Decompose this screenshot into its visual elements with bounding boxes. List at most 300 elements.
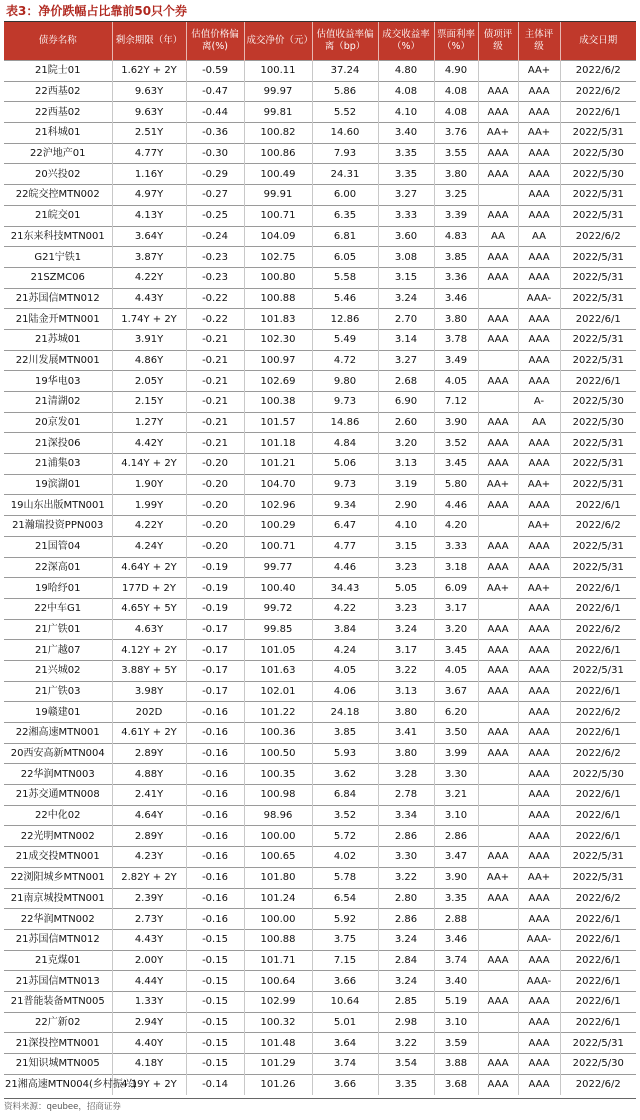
- table-row: [4, 350, 636, 371]
- cell-price-deviation: -0.17: [186, 640, 244, 661]
- cell-remaining-term: 4.44Y: [112, 971, 186, 992]
- cell-clean-price: 98.96: [244, 805, 312, 826]
- cell-remaining-term: 2.51Y: [112, 123, 186, 144]
- cell-issuer-rating: AAA: [518, 81, 560, 102]
- header-price-deviation: 估值价格偏离(%): [186, 22, 244, 61]
- cell-clean-price: 100.71: [244, 205, 312, 226]
- cell-bond-name: 20西安高新MTN004: [4, 743, 112, 764]
- cell-yield-deviation: 24.31: [312, 164, 378, 185]
- cell-coupon-rate: 3.45: [434, 640, 478, 661]
- cell-trade-yield: 3.33: [378, 205, 434, 226]
- cell-remaining-term: 2.94Y: [112, 1012, 186, 1033]
- table-row: [4, 743, 636, 764]
- table-title: 表3：净价跌幅占比靠前50只个券: [6, 4, 188, 18]
- cell-price-deviation: -0.21: [186, 392, 244, 413]
- cell-price-deviation: -0.27: [186, 185, 244, 206]
- cell-yield-deviation: 34.43: [312, 578, 378, 599]
- cell-remaining-term: 2.82Y + 2Y: [112, 867, 186, 888]
- cell-clean-price: 100.88: [244, 929, 312, 950]
- cell-coupon-rate: 3.17: [434, 598, 478, 619]
- cell-bond-rating: [478, 805, 518, 826]
- cell-trade-yield: 3.22: [378, 1033, 434, 1054]
- cell-clean-price: 100.98: [244, 785, 312, 806]
- cell-bond-rating: AAA: [478, 723, 518, 744]
- cell-remaining-term: 3.98Y: [112, 681, 186, 702]
- cell-remaining-term: 4.22Y: [112, 267, 186, 288]
- cell-coupon-rate: 5.80: [434, 474, 478, 495]
- cell-clean-price: 101.18: [244, 433, 312, 454]
- cell-issuer-rating: AAA: [518, 619, 560, 640]
- cell-bond-rating: AAA: [478, 81, 518, 102]
- cell-coupon-rate: 7.12: [434, 392, 478, 413]
- cell-trade-date: 2022/6/1: [560, 785, 636, 806]
- header-clean-price: 成交净价（元）: [244, 22, 312, 61]
- table-row: [4, 598, 636, 619]
- cell-trade-yield: 3.13: [378, 681, 434, 702]
- cell-trade-yield: 5.05: [378, 578, 434, 599]
- header-trade-yield: 成交收益率（%）: [378, 22, 434, 61]
- cell-coupon-rate: 4.83: [434, 226, 478, 247]
- cell-trade-date: 2022/6/1: [560, 723, 636, 744]
- cell-clean-price: 101.26: [244, 1074, 312, 1095]
- cell-coupon-rate: 3.30: [434, 764, 478, 785]
- cell-bond-rating: AAA: [478, 660, 518, 681]
- cell-issuer-rating: AAA: [518, 888, 560, 909]
- cell-trade-date: 2022/6/1: [560, 681, 636, 702]
- cell-trade-date: 2022/6/1: [560, 950, 636, 971]
- cell-yield-deviation: 6.35: [312, 205, 378, 226]
- table-row: [4, 329, 636, 350]
- header-trade-date: 成交日期: [560, 22, 636, 61]
- cell-yield-deviation: 4.84: [312, 433, 378, 454]
- cell-bond-name: G21宁铁1: [4, 247, 112, 268]
- cell-coupon-rate: 3.49: [434, 350, 478, 371]
- cell-trade-yield: 2.70: [378, 309, 434, 330]
- table-row: [4, 536, 636, 557]
- cell-price-deviation: -0.23: [186, 247, 244, 268]
- cell-remaining-term: 2.89Y: [112, 743, 186, 764]
- cell-price-deviation: -0.36: [186, 123, 244, 144]
- cell-trade-yield: 2.60: [378, 412, 434, 433]
- table-row: [4, 205, 636, 226]
- cell-bond-name: 22皖交控MTN002: [4, 185, 112, 206]
- cell-remaining-term: 4.42Y: [112, 433, 186, 454]
- cell-trade-date: 2022/6/1: [560, 598, 636, 619]
- cell-bond-rating: [478, 1033, 518, 1054]
- cell-bond-name: 21皖交01: [4, 205, 112, 226]
- cell-yield-deviation: 4.77: [312, 536, 378, 557]
- table-row: [4, 888, 636, 909]
- cell-clean-price: 99.85: [244, 619, 312, 640]
- cell-coupon-rate: 3.10: [434, 805, 478, 826]
- cell-clean-price: 100.00: [244, 909, 312, 930]
- cell-bond-name: 21陆金开MTN001: [4, 309, 112, 330]
- cell-yield-deviation: 3.64: [312, 1033, 378, 1054]
- cell-trade-date: 2022/6/2: [560, 619, 636, 640]
- table-row: [4, 702, 636, 723]
- cell-coupon-rate: 3.68: [434, 1074, 478, 1095]
- cell-trade-date: 2022/5/30: [560, 164, 636, 185]
- cell-issuer-rating: AAA: [518, 454, 560, 475]
- cell-clean-price: 100.64: [244, 971, 312, 992]
- cell-bond-rating: AAA: [478, 557, 518, 578]
- cell-bond-rating: AAA: [478, 329, 518, 350]
- cell-clean-price: 101.71: [244, 950, 312, 971]
- cell-issuer-rating: AAA: [518, 764, 560, 785]
- cell-yield-deviation: 5.01: [312, 1012, 378, 1033]
- cell-issuer-rating: A-: [518, 392, 560, 413]
- cell-trade-date: 2022/5/31: [560, 329, 636, 350]
- cell-bond-name: 20兴投02: [4, 164, 112, 185]
- cell-bond-name: 21成交投MTN001: [4, 847, 112, 868]
- cell-bond-name: 21深投06: [4, 433, 112, 454]
- source-note: 资料来源：qeubee，招商证券: [4, 1102, 121, 1112]
- cell-issuer-rating: AAA: [518, 164, 560, 185]
- cell-yield-deviation: 4.24: [312, 640, 378, 661]
- table-row: [4, 495, 636, 516]
- cell-coupon-rate: 5.19: [434, 991, 478, 1012]
- cell-remaining-term: 1.62Y + 2Y: [112, 61, 186, 82]
- cell-coupon-rate: 3.47: [434, 847, 478, 868]
- table-row: [4, 681, 636, 702]
- cell-bond-name: 22湘高速MTN001: [4, 723, 112, 744]
- cell-clean-price: 101.05: [244, 640, 312, 661]
- cell-bond-rating: AA: [478, 226, 518, 247]
- cell-clean-price: 100.80: [244, 267, 312, 288]
- cell-remaining-term: 1.16Y: [112, 164, 186, 185]
- cell-bond-rating: [478, 909, 518, 930]
- source-divider: [4, 1098, 636, 1099]
- cell-trade-yield: 3.24: [378, 288, 434, 309]
- cell-trade-yield: 3.41: [378, 723, 434, 744]
- table-row: [4, 1012, 636, 1033]
- cell-trade-date: 2022/6/2: [560, 81, 636, 102]
- cell-price-deviation: -0.15: [186, 929, 244, 950]
- cell-price-deviation: -0.20: [186, 474, 244, 495]
- cell-price-deviation: -0.19: [186, 598, 244, 619]
- cell-trade-yield: 3.23: [378, 557, 434, 578]
- cell-yield-deviation: 6.84: [312, 785, 378, 806]
- cell-issuer-rating: AAA: [518, 143, 560, 164]
- cell-trade-date: 2022/5/30: [560, 392, 636, 413]
- cell-remaining-term: 3.88Y + 5Y: [112, 660, 186, 681]
- cell-price-deviation: -0.16: [186, 785, 244, 806]
- cell-issuer-rating: AA: [518, 412, 560, 433]
- cell-price-deviation: -0.29: [186, 164, 244, 185]
- cell-price-deviation: -0.16: [186, 702, 244, 723]
- cell-remaining-term: 1.90Y: [112, 474, 186, 495]
- cell-trade-date: 2022/6/1: [560, 371, 636, 392]
- cell-yield-deviation: 4.22: [312, 598, 378, 619]
- cell-issuer-rating: AAA-: [518, 929, 560, 950]
- cell-remaining-term: 4.40Y: [112, 1033, 186, 1054]
- cell-trade-yield: 3.40: [378, 123, 434, 144]
- cell-trade-yield: 3.13: [378, 454, 434, 475]
- cell-coupon-rate: 3.90: [434, 412, 478, 433]
- cell-bond-name: 21湘高速MTN004(乡村振兴): [4, 1074, 112, 1095]
- cell-remaining-term: 1.74Y + 2Y: [112, 309, 186, 330]
- cell-remaining-term: 4.63Y: [112, 619, 186, 640]
- cell-yield-deviation: 5.72: [312, 826, 378, 847]
- cell-yield-deviation: 3.62: [312, 764, 378, 785]
- cell-trade-yield: 3.30: [378, 847, 434, 868]
- cell-remaining-term: 2.05Y: [112, 371, 186, 392]
- table-row: [4, 164, 636, 185]
- cell-issuer-rating: AAA: [518, 660, 560, 681]
- cell-trade-yield: 3.35: [378, 164, 434, 185]
- cell-yield-deviation: 4.46: [312, 557, 378, 578]
- cell-clean-price: 100.29: [244, 516, 312, 537]
- cell-price-deviation: -0.20: [186, 495, 244, 516]
- table-row: [4, 185, 636, 206]
- cell-remaining-term: 4.88Y: [112, 764, 186, 785]
- cell-issuer-rating: AAA: [518, 1054, 560, 1075]
- cell-price-deviation: -0.17: [186, 619, 244, 640]
- cell-price-deviation: -0.20: [186, 454, 244, 475]
- cell-trade-date: 2022/5/31: [560, 660, 636, 681]
- cell-trade-date: 2022/6/2: [560, 743, 636, 764]
- cell-bond-rating: [478, 516, 518, 537]
- cell-trade-yield: 2.80: [378, 888, 434, 909]
- cell-price-deviation: -0.19: [186, 557, 244, 578]
- cell-trade-yield: 3.15: [378, 536, 434, 557]
- cell-bond-name: 19哈纾01: [4, 578, 112, 599]
- cell-bond-rating: AAA: [478, 164, 518, 185]
- cell-issuer-rating: AAA: [518, 847, 560, 868]
- cell-price-deviation: -0.59: [186, 61, 244, 82]
- cell-coupon-rate: 4.08: [434, 81, 478, 102]
- cell-trade-date: 2022/6/2: [560, 516, 636, 537]
- cell-bond-rating: AAA: [478, 681, 518, 702]
- table-row: [4, 412, 636, 433]
- cell-bond-name: 19滨湖01: [4, 474, 112, 495]
- cell-remaining-term: 4.64Y + 2Y: [112, 557, 186, 578]
- cell-bond-rating: AA+: [478, 123, 518, 144]
- cell-yield-deviation: 10.64: [312, 991, 378, 1012]
- cell-price-deviation: -0.23: [186, 267, 244, 288]
- cell-trade-date: 2022/5/31: [560, 536, 636, 557]
- cell-bond-rating: [478, 826, 518, 847]
- cell-bond-name: 21苏交通MTN008: [4, 785, 112, 806]
- cell-yield-deviation: 9.73: [312, 474, 378, 495]
- cell-remaining-term: 4.12Y + 2Y: [112, 640, 186, 661]
- cell-trade-yield: 3.80: [378, 743, 434, 764]
- cell-coupon-rate: 3.45: [434, 454, 478, 475]
- cell-bond-rating: [478, 350, 518, 371]
- cell-issuer-rating: AAA: [518, 805, 560, 826]
- header-bond-rating: 债项评级: [478, 22, 518, 61]
- cell-trade-yield: 2.90: [378, 495, 434, 516]
- cell-issuer-rating: AAA: [518, 1012, 560, 1033]
- cell-trade-yield: 3.17: [378, 640, 434, 661]
- cell-issuer-rating: AAA: [518, 557, 560, 578]
- cell-coupon-rate: 4.90: [434, 61, 478, 82]
- cell-yield-deviation: 6.05: [312, 247, 378, 268]
- cell-remaining-term: 3.91Y: [112, 329, 186, 350]
- cell-trade-yield: 3.19: [378, 474, 434, 495]
- cell-remaining-term: 177D + 2Y: [112, 578, 186, 599]
- cell-remaining-term: 4.77Y: [112, 143, 186, 164]
- cell-coupon-rate: 3.90: [434, 867, 478, 888]
- cell-coupon-rate: 4.05: [434, 660, 478, 681]
- cell-price-deviation: -0.16: [186, 888, 244, 909]
- cell-issuer-rating: AA+: [518, 474, 560, 495]
- cell-remaining-term: 4.97Y: [112, 185, 186, 206]
- cell-issuer-rating: AAA: [518, 205, 560, 226]
- cell-yield-deviation: 5.86: [312, 81, 378, 102]
- cell-trade-date: 2022/5/31: [560, 267, 636, 288]
- cell-trade-yield: 3.27: [378, 185, 434, 206]
- cell-yield-deviation: 5.92: [312, 909, 378, 930]
- cell-trade-yield: 3.24: [378, 619, 434, 640]
- cell-trade-date: 2022/5/30: [560, 764, 636, 785]
- table-row: [4, 619, 636, 640]
- cell-bond-name: 19赣建01: [4, 702, 112, 723]
- cell-clean-price: 100.82: [244, 123, 312, 144]
- cell-bond-rating: AAA: [478, 743, 518, 764]
- cell-yield-deviation: 5.52: [312, 102, 378, 123]
- cell-clean-price: 101.21: [244, 454, 312, 475]
- cell-trade-yield: 2.86: [378, 826, 434, 847]
- cell-trade-date: 2022/6/2: [560, 226, 636, 247]
- table-row: [4, 764, 636, 785]
- cell-bond-rating: AA+: [478, 474, 518, 495]
- cell-trade-yield: 3.35: [378, 143, 434, 164]
- cell-yield-deviation: 4.05: [312, 660, 378, 681]
- cell-coupon-rate: 3.52: [434, 433, 478, 454]
- cell-yield-deviation: 14.86: [312, 412, 378, 433]
- cell-trade-date: 2022/5/31: [560, 247, 636, 268]
- cell-issuer-rating: AA+: [518, 123, 560, 144]
- cell-bond-name: 21东来科技MTN001: [4, 226, 112, 247]
- cell-trade-date: 2022/6/2: [560, 61, 636, 82]
- cell-trade-date: 2022/5/31: [560, 454, 636, 475]
- cell-yield-deviation: 5.49: [312, 329, 378, 350]
- cell-issuer-rating: AAA: [518, 102, 560, 123]
- cell-trade-yield: 2.84: [378, 950, 434, 971]
- cell-yield-deviation: 5.93: [312, 743, 378, 764]
- cell-bond-name: 21克煤01: [4, 950, 112, 971]
- cell-issuer-rating: AA+: [518, 61, 560, 82]
- cell-clean-price: 100.40: [244, 578, 312, 599]
- cell-bond-rating: AA+: [478, 578, 518, 599]
- cell-clean-price: 104.70: [244, 474, 312, 495]
- cell-price-deviation: -0.20: [186, 516, 244, 537]
- cell-bond-rating: [478, 185, 518, 206]
- table-row: [4, 516, 636, 537]
- cell-yield-deviation: 5.78: [312, 867, 378, 888]
- cell-price-deviation: -0.21: [186, 371, 244, 392]
- cell-issuer-rating: AAA: [518, 433, 560, 454]
- cell-clean-price: 99.97: [244, 81, 312, 102]
- cell-trade-yield: 4.80: [378, 61, 434, 82]
- cell-coupon-rate: 3.50: [434, 723, 478, 744]
- cell-clean-price: 99.72: [244, 598, 312, 619]
- cell-trade-date: 2022/5/31: [560, 350, 636, 371]
- cell-clean-price: 100.32: [244, 1012, 312, 1033]
- cell-bond-rating: AAA: [478, 433, 518, 454]
- cell-issuer-rating: AA+: [518, 516, 560, 537]
- cell-issuer-rating: AAA: [518, 350, 560, 371]
- cell-clean-price: 101.83: [244, 309, 312, 330]
- table-row: [4, 826, 636, 847]
- cell-clean-price: 99.91: [244, 185, 312, 206]
- cell-trade-date: 2022/6/1: [560, 578, 636, 599]
- cell-bond-name: 22华润MTN002: [4, 909, 112, 930]
- cell-bond-rating: AAA: [478, 640, 518, 661]
- table-row: [4, 102, 636, 123]
- cell-bond-rating: [478, 61, 518, 82]
- cell-price-deviation: -0.16: [186, 743, 244, 764]
- cell-trade-date: 2022/6/1: [560, 640, 636, 661]
- cell-clean-price: 100.38: [244, 392, 312, 413]
- cell-issuer-rating: AA+: [518, 578, 560, 599]
- cell-price-deviation: -0.15: [186, 950, 244, 971]
- cell-remaining-term: 4.61Y + 2Y: [112, 723, 186, 744]
- cell-price-deviation: -0.21: [186, 412, 244, 433]
- cell-coupon-rate: 4.20: [434, 516, 478, 537]
- cell-remaining-term: 9.63Y: [112, 81, 186, 102]
- cell-bond-name: 21广铁01: [4, 619, 112, 640]
- cell-trade-yield: 4.08: [378, 81, 434, 102]
- cell-yield-deviation: 6.47: [312, 516, 378, 537]
- cell-clean-price: 100.65: [244, 847, 312, 868]
- cell-bond-name: 19华电03: [4, 371, 112, 392]
- cell-bond-name: 21科城01: [4, 123, 112, 144]
- cell-issuer-rating: AAA: [518, 640, 560, 661]
- cell-price-deviation: -0.21: [186, 350, 244, 371]
- cell-trade-yield: 3.28: [378, 764, 434, 785]
- table-row: [4, 61, 636, 82]
- cell-remaining-term: 3.87Y: [112, 247, 186, 268]
- cell-clean-price: 100.11: [244, 61, 312, 82]
- cell-remaining-term: 4.65Y + 5Y: [112, 598, 186, 619]
- cell-trade-yield: 3.34: [378, 805, 434, 826]
- cell-trade-yield: 3.35: [378, 1074, 434, 1095]
- cell-issuer-rating: AAA: [518, 536, 560, 557]
- cell-trade-yield: 3.22: [378, 867, 434, 888]
- table-row: [4, 392, 636, 413]
- cell-trade-yield: 3.24: [378, 929, 434, 950]
- cell-clean-price: 100.50: [244, 743, 312, 764]
- cell-remaining-term: 4.23Y: [112, 847, 186, 868]
- cell-bond-rating: AAA: [478, 143, 518, 164]
- cell-clean-price: 100.86: [244, 143, 312, 164]
- cell-trade-date: 2022/6/1: [560, 495, 636, 516]
- cell-trade-date: 2022/5/31: [560, 474, 636, 495]
- header-issuer-rating: 主体评级: [518, 22, 560, 61]
- cell-trade-date: 2022/6/1: [560, 991, 636, 1012]
- cell-bond-name: 22浏阳城乡MTN001: [4, 867, 112, 888]
- cell-coupon-rate: 6.09: [434, 578, 478, 599]
- cell-price-deviation: -0.14: [186, 1074, 244, 1095]
- cell-bond-name: 21苏国信MTN012: [4, 288, 112, 309]
- cell-coupon-rate: 3.78: [434, 329, 478, 350]
- table-row: [4, 723, 636, 744]
- cell-coupon-rate: 3.67: [434, 681, 478, 702]
- cell-price-deviation: -0.21: [186, 433, 244, 454]
- cell-coupon-rate: 3.33: [434, 536, 478, 557]
- cell-coupon-rate: 3.74: [434, 950, 478, 971]
- table-row: [4, 785, 636, 806]
- cell-bond-name: 21南京城投MTN001: [4, 888, 112, 909]
- cell-bond-rating: [478, 971, 518, 992]
- cell-trade-date: 2022/5/31: [560, 185, 636, 206]
- cell-bond-rating: AAA: [478, 102, 518, 123]
- cell-price-deviation: -0.16: [186, 909, 244, 930]
- cell-bond-name: 22西基02: [4, 81, 112, 102]
- cell-remaining-term: 4.19Y + 2Y: [112, 1074, 186, 1095]
